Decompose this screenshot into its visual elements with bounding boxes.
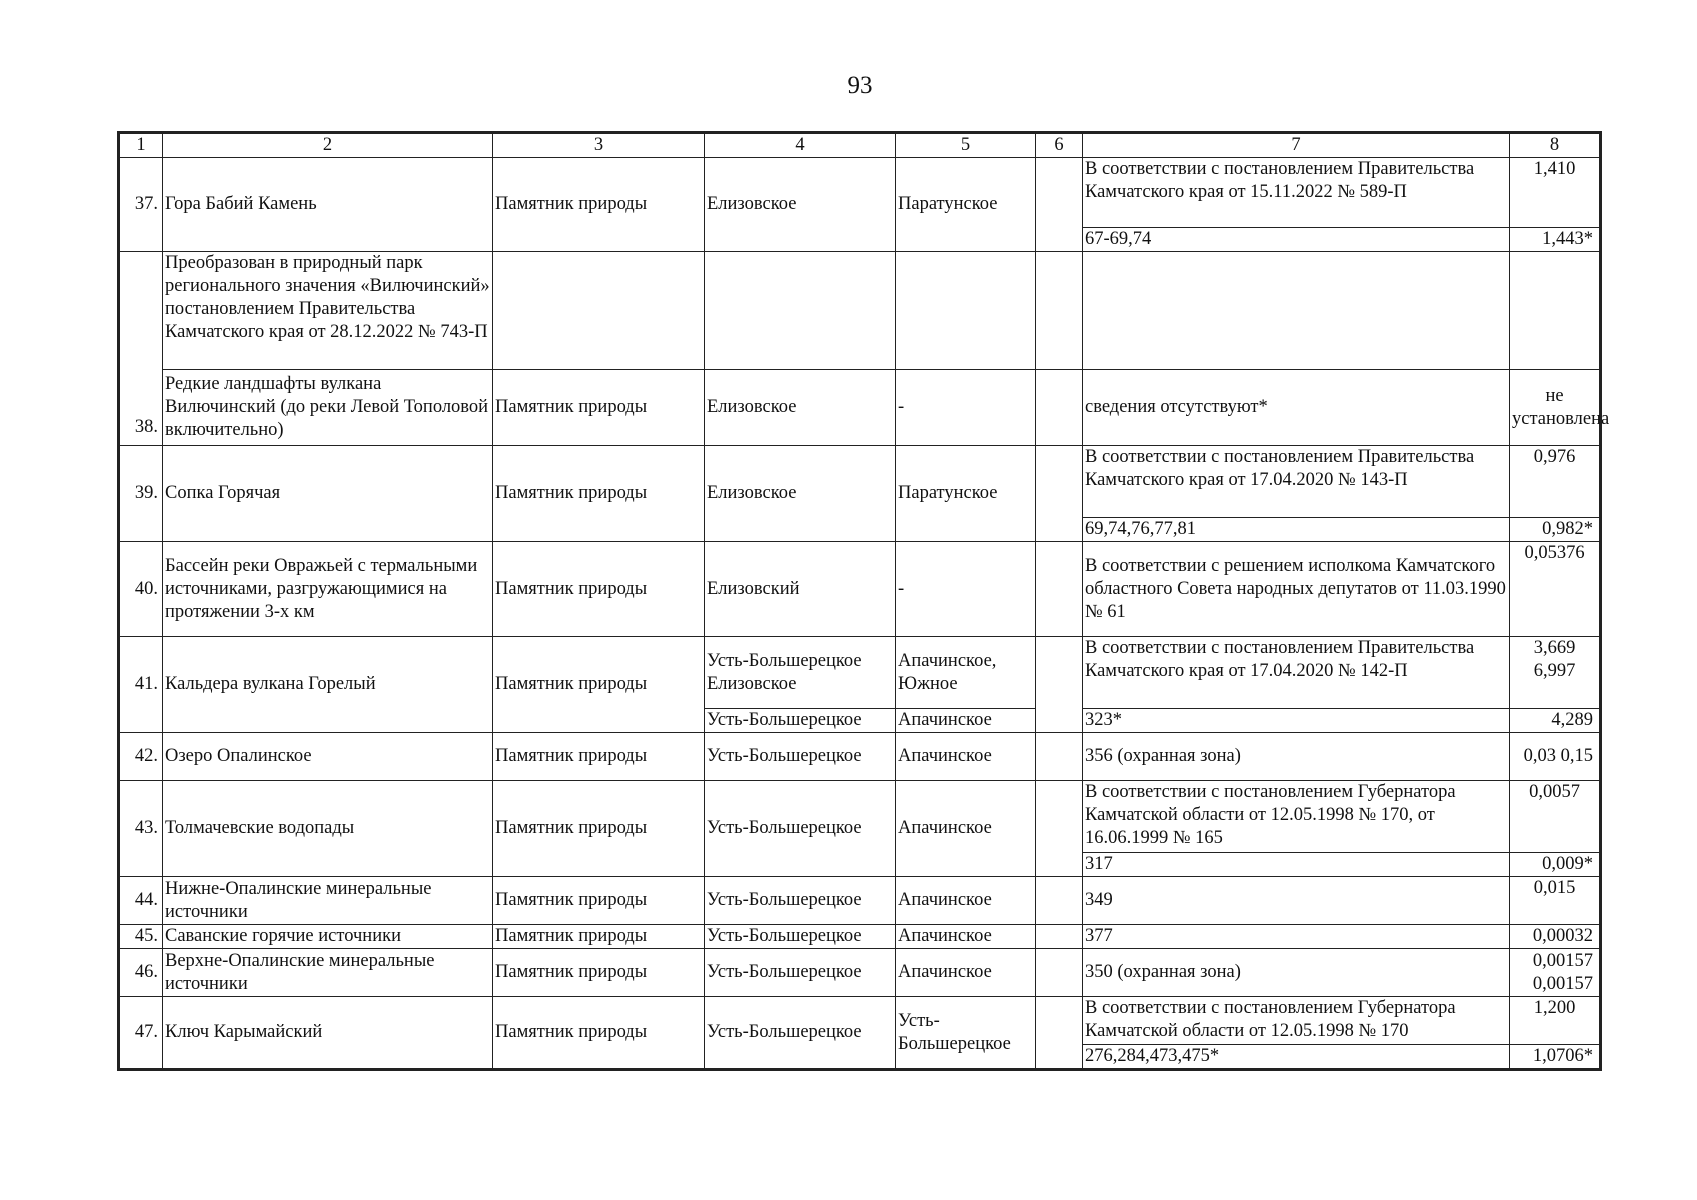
table-row [120, 446, 1600, 518]
object-type: Памятник природы [493, 542, 705, 637]
area: 0,00157 0,00157 [1510, 949, 1600, 997]
basis: В соответствии с постановлением Правительства Камчатского края от 15.11.2022 № 589-П [1083, 158, 1510, 228]
area: не установлена [1510, 370, 1600, 446]
header-row [120, 134, 1600, 158]
col-6-cell [1036, 949, 1083, 997]
sub-area: 1,443* [1510, 228, 1600, 252]
sub-basis: 69,74,76,77,81 [1083, 518, 1510, 542]
object-type: Памятник природы [493, 158, 705, 252]
district: Усть-Большерецкое [705, 781, 896, 877]
settlement: Апачинское [896, 733, 1036, 781]
col-6-cell [1036, 158, 1083, 252]
district: Усть-Большерецкое [705, 925, 896, 949]
area: 0,03 0,15 [1510, 733, 1600, 781]
area: 3,669 6,997 [1510, 637, 1600, 709]
header-cell: 1 [120, 134, 163, 158]
sub-settlement: Апачинское [896, 709, 1036, 733]
object-name: Озеро Опалинское [163, 733, 493, 781]
district: Усть-Большерецкое [705, 733, 896, 781]
header-cell: 4 [705, 134, 896, 158]
object-name: Саванские горячие источники [163, 925, 493, 949]
sub-area: 1,0706* [1510, 1045, 1600, 1069]
table-row [120, 370, 1600, 446]
row-number: 45. [120, 925, 163, 949]
object-name: Толмачевские водопады [163, 781, 493, 877]
empty-cell [896, 252, 1036, 370]
object-name: Бассейн реки Овражьей с термальными источниками, разгружающимися на протяжении 3-х км [163, 542, 493, 637]
table-row [120, 252, 1600, 370]
col-6-cell [1036, 446, 1083, 542]
object-type: Памятник природы [493, 781, 705, 877]
basis: 377 [1083, 925, 1510, 949]
area: 1,410 [1510, 158, 1600, 228]
header-cell: 6 [1036, 134, 1083, 158]
row-number: 41. [120, 637, 163, 733]
basis: 350 (охранная зона) [1083, 949, 1510, 997]
object-type: Памятник природы [493, 997, 705, 1069]
settlement: Паратунское [896, 158, 1036, 252]
object-name: Верхне-Опалинские минеральные источники [163, 949, 493, 997]
table-row [120, 925, 1600, 949]
district: Усть-Большерецкое Елизовское [705, 637, 896, 709]
empty-cell [1510, 252, 1600, 370]
header-cell: 2 [163, 134, 493, 158]
area: 0,05376 [1510, 542, 1600, 637]
col-6-cell [1036, 370, 1083, 446]
empty-cell [1036, 252, 1083, 370]
table-row [120, 781, 1600, 853]
table-row [120, 949, 1600, 997]
district: Елизовское [705, 158, 896, 252]
natural-monuments-table [119, 133, 1610, 1069]
col-6-cell [1036, 877, 1083, 925]
object-note: Преобразован в природный парк регионального значения «Вилючинский» постановлением Правительства Камчатского края от 28.12.2022 № 743-П [163, 252, 493, 370]
basis: 349 [1083, 877, 1510, 925]
object-type: Памятник природы [493, 925, 705, 949]
object-type: Памятник природы [493, 637, 705, 733]
basis: В соответствии с постановлением Правительства Камчатского края от 17.04.2020 № 142-П [1083, 637, 1510, 709]
sub-district: Усть-Большерецкое [705, 709, 896, 733]
basis: сведения отсутствуют* [1083, 370, 1510, 446]
area: 0,0057 [1510, 781, 1600, 853]
page-number: 93 [847, 72, 873, 99]
col-6-cell [1036, 542, 1083, 637]
row-number: 38. [120, 252, 163, 446]
sub-basis: 67-69,74 [1083, 228, 1510, 252]
basis: 356 (охранная зона) [1083, 733, 1510, 781]
basis: В соответствии с постановлением Губернатора Камчатской области от 12.05.1998 № 170, от 16.06.1999 № 165 [1083, 781, 1510, 853]
district: Усть-Большерецкое [705, 997, 896, 1069]
object-type: Памятник природы [493, 949, 705, 997]
row-number: 42. [120, 733, 163, 781]
area: 0,976 [1510, 446, 1600, 518]
table-row [120, 997, 1600, 1045]
header-cell: 8 [1510, 134, 1600, 158]
sub-basis: 323* [1083, 709, 1510, 733]
row-number: 39. [120, 446, 163, 542]
sub-area: 0,982* [1510, 518, 1600, 542]
sub-basis: 276,284,473,475* [1083, 1045, 1510, 1069]
district: Елизовское [705, 370, 896, 446]
settlement: Апачинское, Южное [896, 637, 1036, 709]
row-number: 46. [120, 949, 163, 997]
basis: В соответствии с решением исполкома Камчатского областного Совета народных депутатов от 11.03.1990 № 61 [1083, 542, 1510, 637]
col-6-cell [1036, 733, 1083, 781]
settlement: - [896, 542, 1036, 637]
district: Усть-Большерецкое [705, 949, 896, 997]
basis: В соответствии с постановлением Правительства Камчатского края от 17.04.2020 № 143-П [1083, 446, 1510, 518]
row-number: 44. [120, 877, 163, 925]
row-number: 43. [120, 781, 163, 877]
col-6-cell [1036, 781, 1083, 877]
object-type: Памятник природы [493, 877, 705, 925]
district: Елизовское [705, 446, 896, 542]
settlement: Апачинское [896, 781, 1036, 877]
row-number: 37. [120, 158, 163, 252]
empty-cell [1083, 252, 1510, 370]
area: 0,00032 [1510, 925, 1600, 949]
object-name: Редкие ландшафты вулкана Вилючинский (до реки Левой Тополовой включительно) [163, 370, 493, 446]
header-cell: 5 [896, 134, 1036, 158]
header-cell: 7 [1083, 134, 1510, 158]
empty-cell [493, 252, 705, 370]
col-6-cell [1036, 637, 1083, 733]
object-type: Памятник природы [493, 733, 705, 781]
table-row [120, 542, 1600, 637]
col-6-cell [1036, 997, 1083, 1069]
table-row [120, 733, 1600, 781]
settlement: Апачинское [896, 925, 1036, 949]
sub-area: 0,009* [1510, 853, 1600, 877]
object-name: Кальдера вулкана Горелый [163, 637, 493, 733]
col-6-cell [1036, 925, 1083, 949]
table-row [120, 877, 1600, 925]
area: 1,200 [1510, 997, 1600, 1045]
settlement: Паратунское [896, 446, 1036, 542]
settlement: Апачинское [896, 877, 1036, 925]
object-name: Сопка Горячая [163, 446, 493, 542]
settlement: Усть-Большерецкое [896, 997, 1036, 1069]
object-type: Памятник природы [493, 370, 705, 446]
area: 0,015 [1510, 877, 1600, 925]
table-row [120, 637, 1600, 709]
header-cell: 3 [493, 134, 705, 158]
district: Елизовский [705, 542, 896, 637]
object-name: Нижне-Опалинские минеральные источники [163, 877, 493, 925]
basis: В соответствии с постановлением Губернатора Камчатской области от 12.05.1998 № 170 [1083, 997, 1510, 1045]
row-number: 47. [120, 997, 163, 1069]
sub-area: 4,289 [1510, 709, 1600, 733]
row-number: 40. [120, 542, 163, 637]
object-type: Памятник природы [493, 446, 705, 542]
district: Усть-Большерецкое [705, 877, 896, 925]
settlement: Апачинское [896, 949, 1036, 997]
object-name: Гора Бабий Камень [163, 158, 493, 252]
empty-cell [705, 252, 896, 370]
sub-basis: 317 [1083, 853, 1510, 877]
table-row [120, 158, 1600, 228]
settlement: - [896, 370, 1036, 446]
object-name: Ключ Карымайский [163, 997, 493, 1069]
